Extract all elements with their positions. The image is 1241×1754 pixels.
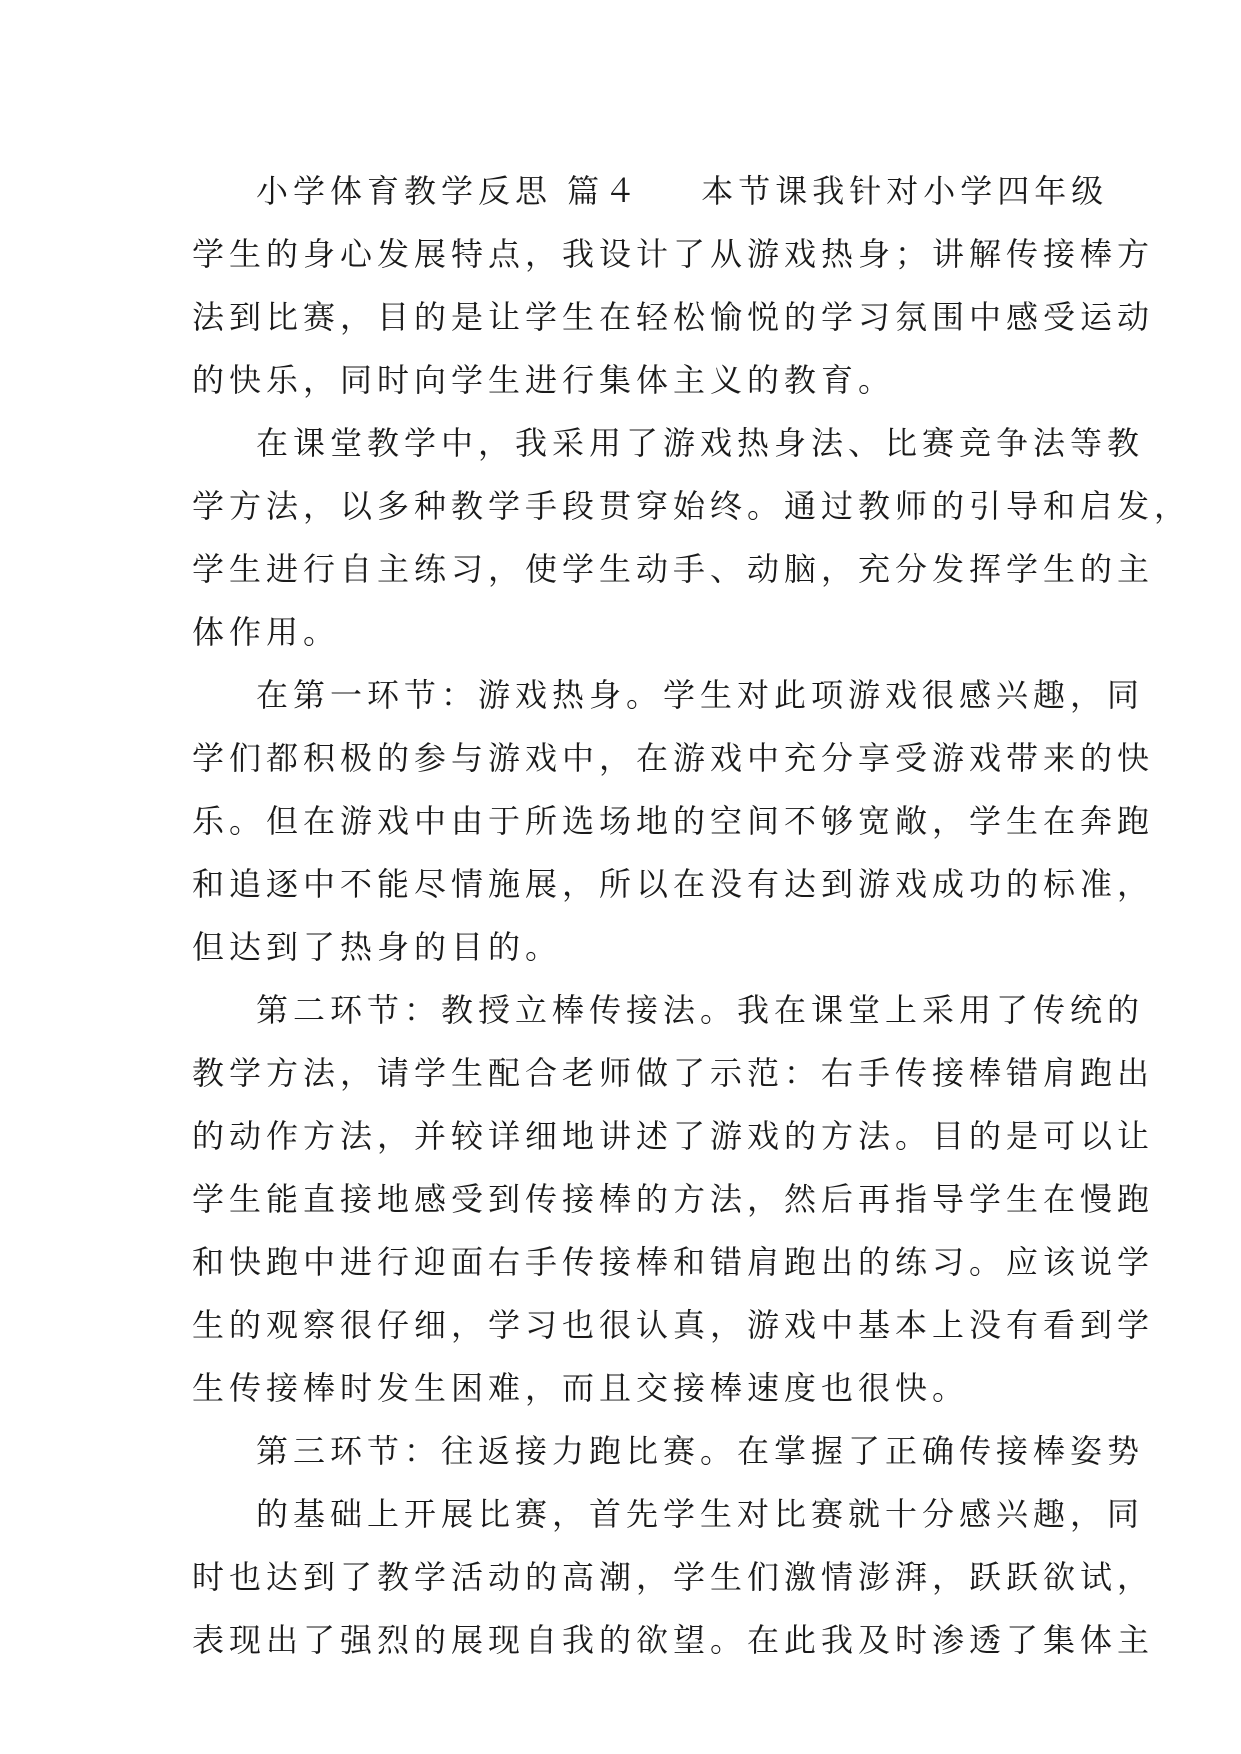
paragraph-line: 和快跑中进行迎面右手传接棒和错肩跑出的练习。应该说学 (192, 1243, 1155, 1281)
paragraph-line: 第三环节：往返接力跑比赛。在掌握了正确传接棒姿势 (256, 1432, 1145, 1470)
paragraph-line: 的基础上开展比赛，首先学生对比赛就十分感兴趣，同 (256, 1495, 1145, 1533)
paragraph-line: 学们都积极的参与游戏中，在游戏中充分享受游戏带来的快 (192, 739, 1155, 777)
paragraph-line: 学生进行自主练习，使学生动手、动脑，充分发挥学生的主 (192, 550, 1155, 588)
paragraph-line: 的快乐，同时向学生进行集体主义的教育。 (192, 361, 896, 399)
paragraph-line: 生的观察很仔细，学习也很认真，游戏中基本上没有看到学 (192, 1306, 1155, 1344)
paragraph-line: 学生能直接地感受到传接棒的方法，然后再指导学生在慢跑 (192, 1180, 1155, 1218)
paragraph-text: 本节课我针对小学四年级 (701, 172, 1109, 210)
paragraph-line: 在第一环节：游戏热身。学生对此项游戏很感兴趣，同 (256, 676, 1145, 714)
paragraph-line: 时也达到了教学活动的高潮，学生们激情澎湃，跃跃欲试， (192, 1558, 1155, 1596)
paragraph-line: 法到比赛，目的是让学生在轻松愉悦的学习氛围中感受运动 (192, 298, 1155, 336)
paragraph-line: 乐。但在游戏中由于所选场地的空间不够宽敞，学生在奔跑 (192, 802, 1155, 840)
document-body (192, 160, 1192, 1672)
paragraph-line: 第二环节：教授立棒传接法。我在课堂上采用了传统的 (256, 991, 1145, 1029)
paragraph-line: 教学方法，请学生配合老师做了示范：右手传接棒错肩跑出 (192, 1054, 1155, 1092)
paragraph-line: 表现出了强烈的展现自我的欲望。在此我及时渗透了集体主 (192, 1621, 1155, 1659)
paragraph-line (192, 160, 1109, 223)
paragraph-line: 在课堂教学中，我采用了游戏热身法、比赛竞争法等教 (256, 424, 1145, 462)
paragraph-line: 生传接棒时发生困难，而且交接棒速度也很快。 (192, 1369, 970, 1407)
paragraph-line: 和追逐中不能尽情施展，所以在没有达到游戏成功的标准， (192, 865, 1155, 903)
paragraph-line: 的动作方法，并较详细地讲述了游戏的方法。目的是可以让 (192, 1117, 1155, 1155)
paragraph-line: 学生的身心发展特点，我设计了从游戏热身；讲解传接棒方 (192, 235, 1155, 273)
paragraph-line: 但达到了热身的目的。 (192, 928, 563, 966)
paragraph-line: 学方法，以多种教学手段贯穿始终。通过教师的引导和启发， (192, 487, 1192, 525)
paragraph-line: 体作用。 (192, 613, 341, 651)
section-heading: 小学体育教学反思 篇４ (256, 172, 642, 210)
